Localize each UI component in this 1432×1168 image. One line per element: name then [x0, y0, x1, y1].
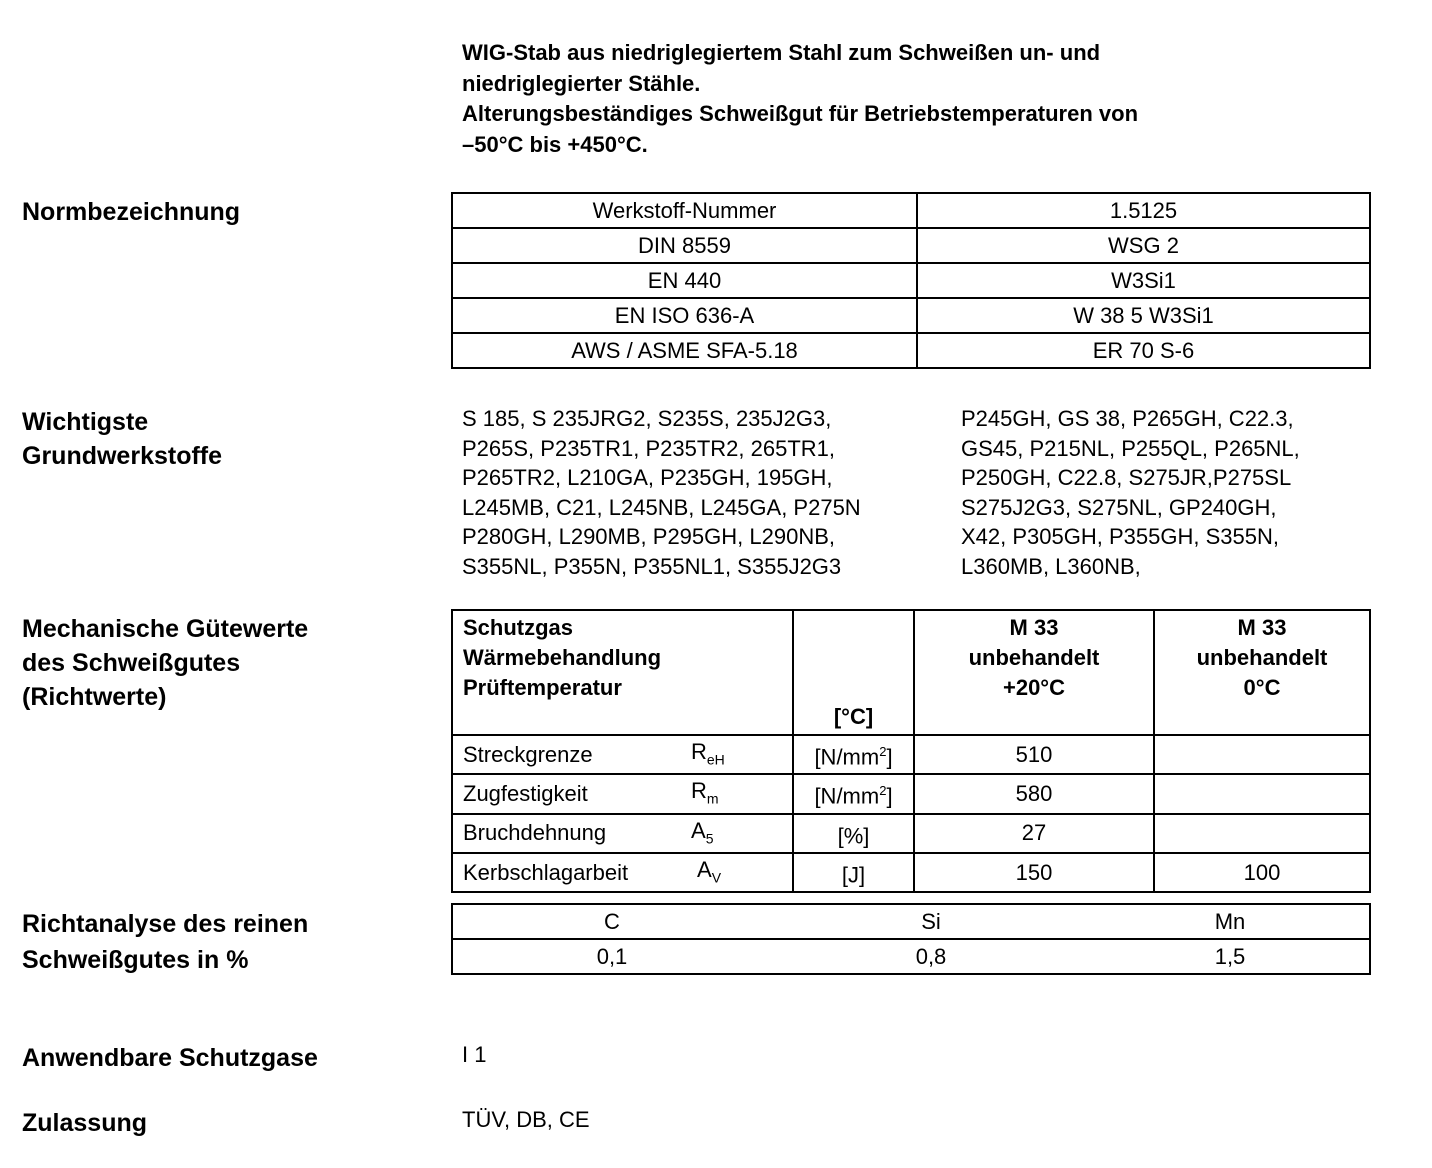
label-line: Richtanalyse des reinen — [22, 910, 309, 938]
row-value-0c — [1154, 735, 1370, 774]
table-row — [452, 853, 1370, 892]
row-label — [452, 735, 793, 774]
material-line: L245MB, C21, L245NB, L245GA, P275N — [462, 494, 861, 520]
table-row — [452, 735, 1370, 774]
material-line: P265TR2, L210GA, P235GH, 195GH, — [462, 465, 833, 490]
header-line: unbehandelt — [968, 645, 1100, 670]
table-row — [452, 193, 1370, 228]
label-mechanical — [22, 612, 308, 714]
row-symbol: $R_{eH}$ — [691, 739, 725, 768]
intro-text — [462, 38, 1362, 160]
row-label-text: Bruchdehnung — [463, 820, 607, 846]
intro-line: Alterungsbeständiges Schweißgut für Betriebstemperaturen von — [462, 101, 1139, 126]
table-cell: EN ISO 636-A — [452, 298, 917, 333]
header-cell: [°C] — [793, 610, 914, 735]
label-line: Grundwerkstoffe — [22, 442, 223, 470]
row-value-0c: 100 — [1154, 853, 1370, 892]
row-symbol: $A_5$ — [691, 817, 714, 847]
material-line: GS45, P215NL, P255QL, P265NL, — [961, 435, 1300, 461]
row-value-0c — [1154, 814, 1370, 853]
label-line: Schweißgutes in % — [22, 946, 249, 974]
row-value-20c: 580 — [914, 774, 1154, 813]
table-header-row — [452, 904, 1370, 939]
material-line: S 185, S 235JRG2, S235S, 235J2G3, — [462, 406, 832, 431]
table-row — [452, 939, 1370, 974]
table-cell: W3Si1 — [917, 263, 1370, 298]
row-unit: $[N/mm^2]$ — [793, 774, 914, 813]
table-cell: W 38 5 W3Si1 — [917, 298, 1370, 333]
header-cell — [452, 610, 793, 735]
label-gases: Anwendbare Schutzgase — [22, 1044, 318, 1072]
row-label-text: Kerbschlagarbeit — [463, 859, 629, 885]
header-cell — [914, 610, 1154, 735]
row-label-text: Streckgrenze — [463, 741, 593, 767]
row-unit: [%] — [793, 814, 914, 853]
header-line: Schutzgas — [463, 615, 574, 640]
header-cell: Mn — [1091, 904, 1370, 939]
table-header-row — [452, 610, 1370, 735]
header-line: M 33 — [1237, 615, 1287, 640]
row-label — [452, 853, 793, 892]
intro-line: niedriglegierter Stähle. — [462, 70, 701, 96]
table-row — [452, 814, 1370, 853]
table-cell: 0,8 — [771, 939, 1091, 974]
row-label-text: Zugfestigkeit — [463, 780, 588, 806]
header-cell: Si — [771, 904, 1091, 939]
header-line: unbehandelt — [1196, 645, 1328, 670]
material-line: L360MB, L360NB, — [961, 553, 1141, 579]
material-line: P280GH, L290MB, P295GH, L290NB, — [462, 524, 835, 549]
row-label — [452, 774, 793, 813]
table-cell: WSG 2 — [917, 228, 1370, 263]
row-value-20c: 510 — [914, 735, 1154, 774]
table-row — [452, 774, 1370, 813]
label-approval: Zulassung — [22, 1109, 148, 1137]
intro-line: –50°C bis +450°C. — [462, 131, 648, 157]
material-line: P245GH, GS 38, P265GH, C22.3, — [961, 406, 1294, 431]
table-cell: 1.5125 — [917, 193, 1370, 228]
material-line: X42, P305GH, P355GH, S355N, — [961, 524, 1279, 549]
label-materials — [22, 405, 222, 473]
table-cell: 0,1 — [452, 939, 771, 974]
table-cell: ER 70 S-6 — [917, 333, 1370, 368]
material-line: S355NL, P355N, P355NL1, S355J2G3 — [462, 553, 842, 579]
table-cell: DIN 8559 — [452, 228, 917, 263]
row-label — [452, 814, 793, 853]
header-line: +20°C — [1002, 675, 1065, 700]
gases-value: I 1 — [462, 1042, 487, 1067]
table-row — [452, 263, 1370, 298]
table-cell: Werkstoff-Nummer — [452, 193, 917, 228]
row-symbol: $A_V$ — [697, 856, 722, 886]
material-line: P265S, P235TR1, P235TR2, 265TR1, — [462, 435, 835, 461]
label-line: Wichtigste — [22, 408, 149, 436]
table-row — [452, 228, 1370, 263]
table-row — [452, 298, 1370, 333]
row-value-20c: 27 — [914, 814, 1154, 853]
material-line: S275J2G3, S275NL, GP240GH, — [961, 494, 1277, 520]
header-line: 0°C — [1243, 675, 1281, 700]
label-norm: Normbezeichnung — [22, 198, 241, 226]
materials-col-1 — [462, 404, 861, 581]
header-cell — [1154, 610, 1370, 735]
label-line: des Schweißgutes — [22, 649, 241, 677]
material-line: P250GH, C22.8, S275JR,P275SL — [961, 465, 1292, 490]
table-cell: 1,5 — [1091, 939, 1370, 974]
header-cell: C — [452, 904, 771, 939]
row-value-0c — [1154, 774, 1370, 813]
header-line: M 33 — [1009, 615, 1059, 640]
table-cell: EN 440 — [452, 263, 917, 298]
header-line: Prüftemperatur — [463, 675, 622, 700]
row-symbol: $R_m$ — [691, 778, 719, 807]
mechanical-table — [451, 609, 1371, 893]
row-unit: $[N/mm^2]$ — [793, 735, 914, 774]
row-value-20c: 150 — [914, 853, 1154, 892]
table-row — [452, 333, 1370, 368]
row-unit: [J] — [793, 853, 914, 892]
norm-table — [451, 192, 1371, 369]
label-line: Mechanische Gütewerte — [22, 615, 309, 643]
analysis-table — [451, 903, 1371, 975]
intro-line: WIG-Stab aus niedriglegiertem Stahl zum Schweißen un- und — [462, 40, 1101, 65]
label-line: (Richtwerte) — [22, 683, 167, 711]
approval-value: TÜV, DB, CE — [462, 1107, 590, 1132]
header-line: Wärmebehandlung — [463, 645, 662, 670]
label-analysis — [22, 906, 308, 978]
table-cell: AWS / ASME SFA-5.18 — [452, 333, 917, 368]
materials-col-2 — [961, 404, 1300, 581]
